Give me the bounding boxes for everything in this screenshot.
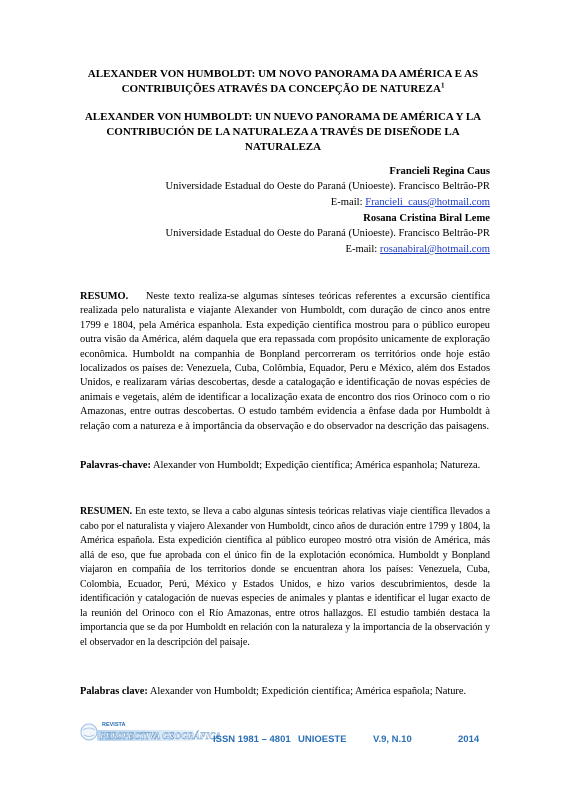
title-footnote-marker[interactable]: 1 [440, 81, 445, 90]
palabras-clave-label: Palabras clave: [80, 686, 148, 697]
author-1-affiliation: Universidade Estadual do Oeste do Paraná (Unioeste). Francisco Beltrão-PR [165, 181, 490, 192]
author-2-email-link[interactable]: rosanabiral@hotmail.com [379, 244, 490, 255]
journal-logo [80, 714, 222, 750]
palabras-clave-text: Alexander von Humboldt; Expedición científica; América española; Nature. [149, 686, 467, 697]
author-1-email-label: E-mail: [330, 197, 363, 208]
author-2-affiliation: Universidade Estadual do Oeste do Paraná (Unioeste). Francisco Beltrão-PR [165, 228, 490, 239]
resumen-paragraph [80, 505, 490, 650]
palavras-chave-label: Palavras-chave: [80, 460, 151, 471]
globe-icon [81, 724, 97, 740]
author-2-email-label: E-mail: [345, 244, 378, 255]
resumo-label: RESUMO. [80, 291, 129, 302]
author-2-email-line [345, 244, 490, 255]
title-portuguese [76, 67, 490, 97]
author-2-name: Rosana Cristina Biral Leme [363, 213, 490, 224]
author-1-email-line [331, 197, 490, 208]
page-footer [80, 712, 490, 752]
title-portuguese-text: ALEXANDER VON HUMBOLDT: UM NOVO PANORAMA DA AMÉRICA E AS CONTRIBUIÇÕES ATRAVÉS DA CONCEPÇÃO DE NATUREZA [87, 68, 479, 95]
palavras-chave-text: Alexander von Humboldt; Expedição científica; América espanhola; Natureza. [153, 460, 481, 471]
author-1-name: Francieli Regina Caus [389, 166, 490, 177]
footer-institution: UNIOESTE [298, 734, 347, 745]
palabras-clave-paragraph [80, 685, 490, 699]
title-spanish: ALEXANDER VON HUMBOLDT: UN NUEVO PANORAMA DE AMÉRICA Y LA CONTRIBUCIÓN DE LA NATURALEZA A TRAVÉS DE DISEÑODE LA NATURALEZA [84, 111, 482, 153]
footer-volume: V.9, N.10 [373, 734, 412, 745]
logo-main-text: PERSPECTIVA GEOGRÁFICA [100, 731, 222, 741]
footer-issn: ISSN 1981 – 4801 [213, 734, 291, 745]
author-1-email-link[interactable]: Francieli_caus@hotmail.com [365, 197, 490, 208]
resumo-text: Neste texto realiza-se algumas sínteses teóricas referentes a excursão científica realizada pelo naturalista e viajante Alexander von Humboldt, com duração de cinco anos entre 1799 e 1804, pela América espanhola. Esta expedição científica mostrou para o público europeu outra visão da América, além daquela que era repassada com propósito unicamente de exploração econômica. Humboldt na companhia de Bonpland percorreram os territórios onde hoje estão localizados os países de: Venezuela, Cuba, Colômbia, Equador, Peru e México, além dos Estados Unidos, e realizaram várias descobertas, desde a catalogação e identificação de novas espécies de animais e vegetais, além de identificar a localização exata de encontro dos rios Orinoco com o rio Amazonas, entre outras descobertas. O estudo também evidencia a ênfase dada por Humboldt à relação com a natureza e à importância da observação e do observador na descrição das paisagens. [80, 291, 491, 432]
resumen-text: En este texto, se lleva a cabo algunas síntesis teóricas relativas viaje científica llevados a cabo por el naturalista y viajero Alexander von Humboldt, cinco años de duración entre 1799 y 1804, la América española. Esta expedición científica al público europeo mostró otra visión de América, más allá de eso, que fue aprobada con el único fin de la explotación económica. Humboldt y Bonpland viajaron en compañía de los territorios donde se encuentran ahora los países: Venezuela, Cuba, Colombia, Ecuador, Perú, México y Estados Unidos, e hizo varios descubrimientos, desde la identificación y catalogación de nuevas especies de animales y plantas e identificar el lugar exacto de la reunión del Orinoco con el Río Amazonas, entre otros hallazgos. El estudio también destaca la importancia que se da por Humboldt en relación con la naturaleza y la importancia de la observación y el observador en la descripción del paisaje. [80, 506, 491, 648]
footer-year: 2014 [458, 734, 480, 745]
palavras-chave-paragraph [80, 459, 490, 473]
resumo-paragraph [80, 290, 490, 434]
resumen-label: RESUMEN. [80, 506, 133, 517]
logo-top-text: REVISTA [102, 722, 126, 728]
